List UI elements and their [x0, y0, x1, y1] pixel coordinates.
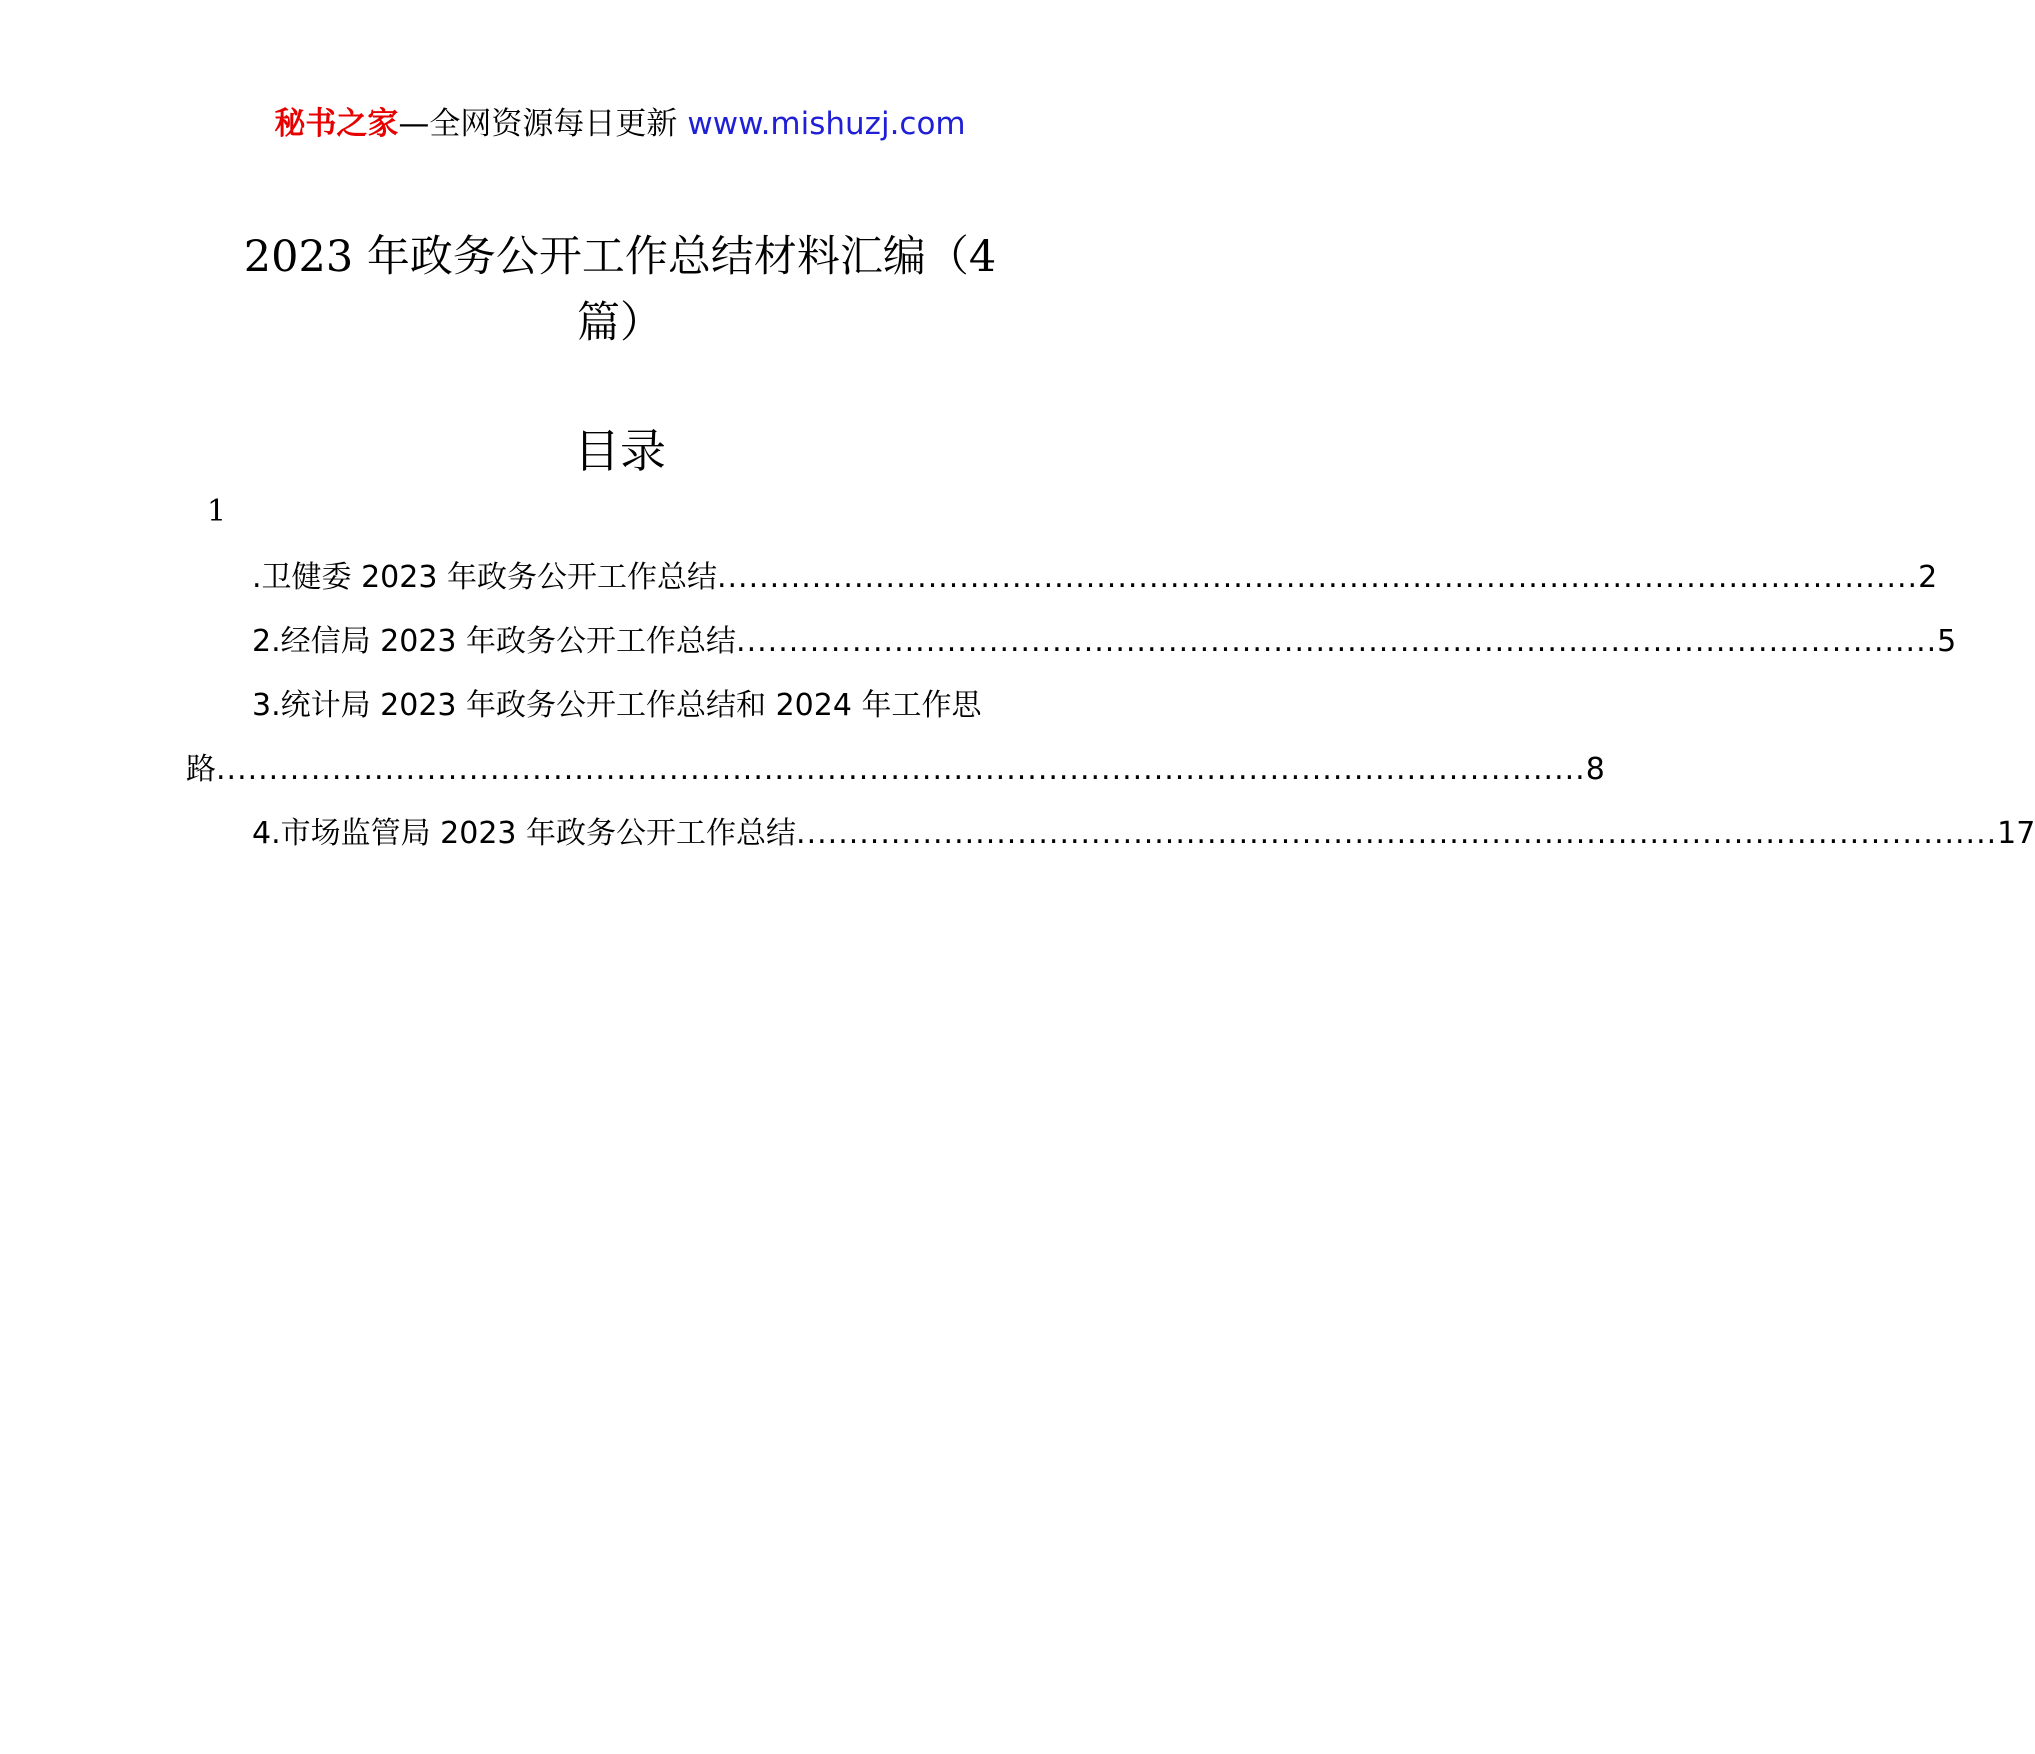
toc-entry-3-continued[interactable] [186, 748, 1605, 792]
toc-entry-1-page: 2 [1918, 560, 1938, 595]
toc-entry-3[interactable] [252, 684, 1052, 728]
toc-entry-3-continuation: 路 [186, 752, 216, 787]
header-tagline: —全网资源每日更新 [398, 106, 678, 142]
toc-entry-2-page: 5 [1937, 624, 1957, 659]
toc-entry-4-page: 17 [1997, 816, 2035, 851]
document-title-line-2: 篇） [577, 298, 663, 348]
toc-leader: .................................................................................................................................. [216, 752, 1586, 787]
site-link[interactable]: www.mishuzj.com [687, 106, 966, 142]
document-title [230, 224, 1010, 356]
toc-leader: .................................................................................................................. [736, 624, 1938, 659]
toc-heading: 目录 [574, 424, 666, 478]
toc-stray-number: 1 [207, 494, 227, 529]
document-title-line-1: 2023 年政务公开工作总结材料汇编（4 [243, 232, 997, 282]
toc-leader: .................................................................................................................. [716, 560, 1919, 595]
toc-entry-2-text: 2.经信局 2023 年政务公开工作总结 [252, 624, 737, 659]
toc-entry-3-text: 3.统计局 2023 年政务公开工作总结和 2024 年工作思 [252, 688, 982, 723]
toc-entry-3-page: 8 [1585, 752, 1605, 787]
toc-entry-4-text: 4.市场监管局 2023 年政务公开工作总结 [252, 816, 797, 851]
toc-entry-1[interactable] [252, 556, 1938, 600]
toc-entry-4[interactable] [252, 812, 2035, 856]
site-header [0, 100, 1240, 148]
toc-leader: .................................................................................................................. [796, 816, 1998, 851]
toc-entry-1-text: .卫健委 2023 年政务公开工作总结 [252, 560, 717, 595]
brand-name: 秘书之家 [274, 106, 399, 142]
toc-entry-2[interactable] [252, 620, 1957, 664]
